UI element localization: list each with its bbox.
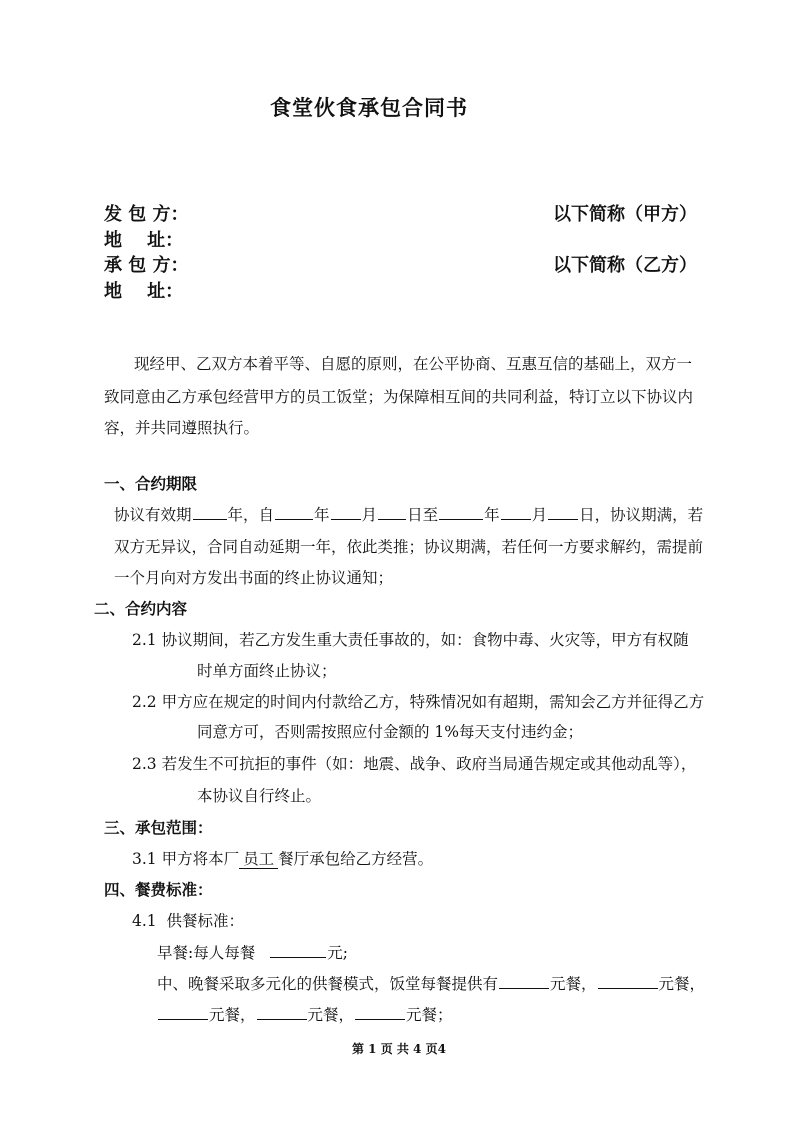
clause-2-3-line-2: 本协议自行终止。 <box>197 787 322 805</box>
intro-line-2: 致同意由乙方承包经营甲方的员工饭堂；为保障相互间的共同利益，特订立以下协议内 <box>104 388 694 406</box>
term-text: 日，协议期满，若 <box>579 506 704 524</box>
term-line-2: 双方无异议，合同自动延期一年，依此类推；协议期满，若任何一方要求解约，需提前 <box>114 538 704 556</box>
term-text: 年 <box>314 506 330 524</box>
fabao-alias: 以下简称（甲方） <box>553 204 697 225</box>
clause-text: 3.1 甲方将本厂 <box>132 850 240 868</box>
clause-text: 元餐， <box>307 1006 355 1024</box>
section-4-heading: 四、餐费标准： <box>104 880 213 899</box>
clause-text: 元餐； <box>406 1006 453 1024</box>
fabao-label: 发 包 方： <box>104 204 189 225</box>
clause-text: 元餐， <box>658 975 706 993</box>
blank-start-year[interactable] <box>275 504 313 520</box>
blank-end-month[interactable] <box>501 504 531 520</box>
clause-text: 中、晚餐采取多元化的供餐模式，饭堂每餐提供有 <box>157 975 499 993</box>
meal-line-2 <box>157 1003 453 1025</box>
term-line-3: 一个月向对方发出书面的终止协议通知； <box>114 569 394 587</box>
clause-2-1-line-1: 2.1 协议期间，若乙方发生重大责任事故的，如：食物中毒、火灾等，甲方有权随 <box>132 631 689 649</box>
meal-line-1 <box>157 972 705 994</box>
term-text: 年 <box>484 506 500 524</box>
blank-breakfast-price[interactable] <box>270 942 326 958</box>
blank-meal-price-1[interactable] <box>499 973 549 989</box>
term-text: 年，自 <box>227 506 275 524</box>
clause-3-1 <box>132 847 433 869</box>
filled-blank-canteen-type[interactable]: 员工 <box>239 850 278 869</box>
clause-2-2-line-2: 同意方可，否则需按照应付金额的 1%每天支付违约金； <box>197 723 584 741</box>
chengbao-label: 承 包 方： <box>104 255 189 276</box>
clause-4-1: 4.1 供餐标准： <box>132 912 245 930</box>
address1-label: 地 址： <box>104 230 184 251</box>
intro-line-1: 现经甲、乙双方本着平等、自愿的原则，在公平协商、互惠互信的基础上，双方一 <box>134 355 693 373</box>
clause-text: 元餐， <box>209 1006 256 1024</box>
clause-2-1-line-2: 时单方面终止协议； <box>197 662 337 680</box>
section-1-heading: 一、合约期限 <box>104 474 198 493</box>
clause-text: 元餐， <box>550 975 597 993</box>
term-text: 协议有效期 <box>114 506 192 524</box>
blank-end-year[interactable] <box>439 504 483 520</box>
blank-meal-price-4[interactable] <box>257 1004 307 1020</box>
chengbao-alias: 以下简称（乙方） <box>553 255 697 276</box>
term-line-1 <box>114 503 703 525</box>
term-text: 月 <box>531 506 548 524</box>
blank-years[interactable] <box>193 504 227 520</box>
blank-start-day[interactable] <box>378 504 406 520</box>
blank-meal-price-3[interactable] <box>158 1004 208 1020</box>
clause-text: 元; <box>327 944 348 962</box>
intro-line-3: 容，并共同遵照执行。 <box>104 419 260 437</box>
clause-text: 餐厅承包给乙方经营。 <box>278 850 434 868</box>
section-2-heading: 二、合约内容 <box>94 599 188 618</box>
blank-end-day[interactable] <box>548 504 578 520</box>
term-text: 月 <box>361 506 378 524</box>
clause-2-3-line-1: 2.3 若发生不可抗拒的事件（如：地震、战争、政府当局通告规定或其他动乱等）， <box>132 755 697 773</box>
page-footer: 第 1 页 共 4 页4 <box>352 1042 446 1056</box>
section-3-heading: 三、承包范围： <box>104 818 213 837</box>
blank-start-month[interactable] <box>331 504 361 520</box>
term-text: 日至 <box>407 506 439 524</box>
address2-label: 地 址： <box>104 281 184 302</box>
clause-2-2-line-1: 2.2 甲方应在规定的时间内付款给乙方，特殊情况如有超期，需知会乙方并征得乙方 <box>132 693 705 711</box>
breakfast-line <box>157 941 348 963</box>
clause-text: 早餐:每人每餐 <box>157 944 256 962</box>
blank-meal-price-5[interactable] <box>355 1004 405 1020</box>
blank-meal-price-2[interactable] <box>598 973 658 989</box>
page-title: 食堂伙食承包合同书 <box>270 95 468 120</box>
